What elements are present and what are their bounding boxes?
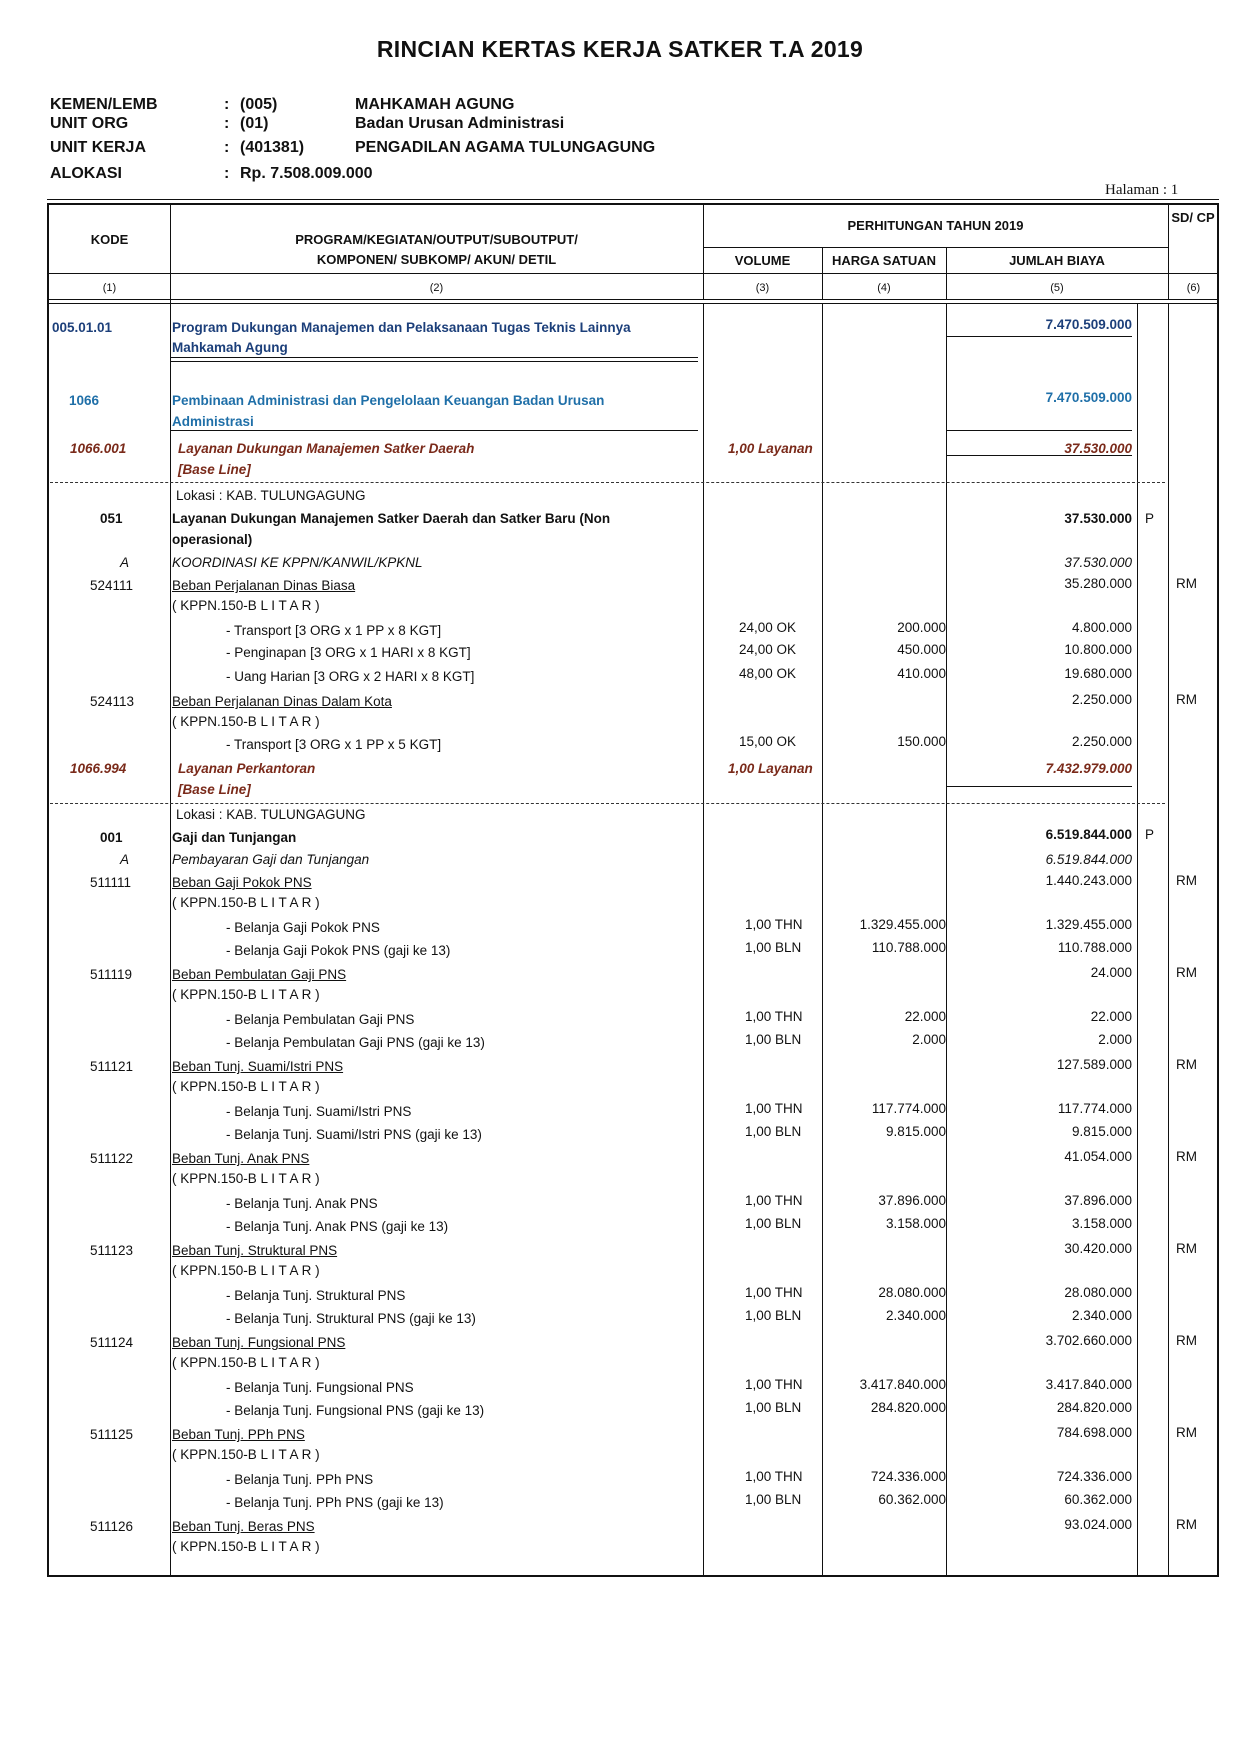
row-desc: - Uang Harian [3 ORG x 2 HARI x 8 KGT] bbox=[226, 669, 475, 684]
row-harga: 3.158.000 bbox=[885, 1216, 946, 1231]
row-jumlah: 60.362.000 bbox=[1064, 1492, 1132, 1507]
row-kode: A bbox=[120, 555, 130, 570]
kemen-value: MAHKAMAH AGUNG bbox=[355, 96, 515, 113]
row-volume: 1,00 BLN bbox=[745, 1124, 802, 1139]
row-desc: - Transport [3 ORG x 1 PP x 5 KGT] bbox=[226, 737, 442, 752]
row-kode: 511122 bbox=[90, 1151, 134, 1166]
row-desc: ( KPPN.150-B L I T A R ) bbox=[172, 1355, 320, 1370]
row-volume: 1,00 BLN bbox=[745, 1216, 802, 1231]
row-volume: 1,00 THN bbox=[745, 917, 803, 932]
row-jumlah: 1.440.243.000 bbox=[1045, 873, 1132, 888]
row-volume: 1,00 THN bbox=[745, 1469, 803, 1484]
row-harga: 117.774.000 bbox=[871, 1101, 946, 1116]
row-jumlah: 30.420.000 bbox=[1064, 1241, 1132, 1256]
budget-table bbox=[47, 203, 1219, 1577]
row-desc: ( KPPN.150-B L I T A R ) bbox=[172, 1539, 320, 1554]
row-desc: Lokasi : KAB. TULUNGAGUNG bbox=[176, 488, 366, 503]
row-desc: operasional) bbox=[172, 532, 253, 547]
row-jumlah: 28.080.000 bbox=[1064, 1285, 1132, 1300]
row-desc: Pembinaan Administrasi dan Pengelolaan Keuangan Badan Urusan bbox=[172, 393, 605, 408]
row-jumlah: 19.680.000 bbox=[1064, 666, 1132, 681]
row-desc: Beban Tunj. PPh PNS bbox=[172, 1427, 305, 1442]
col-number: (2) bbox=[429, 282, 444, 294]
col-number: (1) bbox=[102, 282, 117, 294]
row-jumlah: 4.800.000 bbox=[1071, 620, 1132, 635]
row-harga: 3.417.840.000 bbox=[859, 1377, 946, 1392]
page-number: Halaman : 1 bbox=[1105, 182, 1179, 198]
row-kode: 524111 bbox=[90, 578, 134, 593]
row-volume: 1,00 THN bbox=[745, 1009, 803, 1024]
row-jumlah: 93.024.000 bbox=[1064, 1517, 1132, 1532]
col-volume-header: VOLUME bbox=[734, 253, 791, 268]
row-harga: 2.340.000 bbox=[885, 1308, 946, 1323]
page-title: RINCIAN KERTAS KERJA SATKER T.A 2019 bbox=[376, 36, 864, 62]
row-kode: 1066.001 bbox=[70, 441, 127, 456]
kemen-label: KEMEN/LEMB bbox=[50, 96, 158, 113]
row-kode: 051 bbox=[100, 511, 123, 526]
row-volume: 15,00 OK bbox=[739, 734, 797, 749]
header-unit-org: UNIT ORG : (01) Badan Urusan Administrasi bbox=[50, 115, 565, 132]
row-jumlah: 37.530.000 bbox=[1064, 555, 1132, 570]
row-jumlah: 10.800.000 bbox=[1064, 642, 1132, 657]
row-sd: RM bbox=[1176, 1517, 1197, 1532]
row-kode: 511111 bbox=[90, 875, 132, 890]
row-desc: Layanan Dukungan Manajemen Satker Daerah dan Satker Baru (Non bbox=[172, 511, 611, 526]
alokasi-value: Rp. 7.508.009.000 bbox=[240, 165, 373, 182]
row-desc: Beban Tunj. Struktural PNS bbox=[172, 1243, 338, 1258]
col-harga-header: HARGA SATUAN bbox=[832, 253, 936, 268]
row-jumlah: 35.280.000 bbox=[1064, 576, 1132, 591]
row-harga: 1.329.455.000 bbox=[859, 917, 946, 932]
row-volume: 48,00 OK bbox=[739, 666, 797, 681]
row-desc: Lokasi : KAB. TULUNGAGUNG bbox=[176, 807, 366, 822]
row-sd: P bbox=[1145, 827, 1155, 842]
row-sd: RM bbox=[1176, 692, 1197, 707]
row-jumlah: 284.820.000 bbox=[1056, 1400, 1132, 1415]
row-harga: 9.815.000 bbox=[885, 1124, 946, 1139]
unit-org-code: (01) bbox=[240, 115, 269, 132]
row-sd: RM bbox=[1176, 576, 1197, 591]
row-jumlah: 22.000 bbox=[1090, 1009, 1132, 1024]
row-desc: KOORDINASI KE KPPN/KANWIL/KPKNL bbox=[172, 555, 423, 570]
row-volume: 1,00 BLN bbox=[745, 1032, 802, 1047]
unit-kerja-code: (401381) bbox=[240, 139, 305, 156]
row-sd: RM bbox=[1176, 1241, 1197, 1256]
col-jumlah-header: JUMLAH BIAYA bbox=[1009, 253, 1105, 268]
row-jumlah: 1.329.455.000 bbox=[1045, 917, 1132, 932]
row-volume: 1,00 THN bbox=[745, 1193, 803, 1208]
unit-org-label: UNIT ORG bbox=[50, 115, 129, 132]
row-desc: Beban Pembulatan Gaji PNS bbox=[172, 967, 347, 982]
alokasi-label: ALOKASI bbox=[50, 165, 122, 182]
unit-kerja-value: PENGADILAN AGAMA TULUNGAGUNG bbox=[355, 139, 656, 156]
row-desc: Layanan Dukungan Manajemen Satker Daerah bbox=[178, 441, 475, 456]
row-kode: 511119 bbox=[90, 967, 133, 982]
row-jumlah: 7.470.509.000 bbox=[1045, 317, 1132, 332]
row-volume: 1,00 THN bbox=[745, 1101, 803, 1116]
col-program-header-1: PROGRAM/KEGIATAN/OUTPUT/SUBOUTPUT/ bbox=[295, 232, 578, 247]
row-jumlah: 2.250.000 bbox=[1071, 734, 1132, 749]
row-harga: 450.000 bbox=[897, 642, 946, 657]
row-harga: 284.820.000 bbox=[870, 1400, 946, 1415]
row-jumlah: 7.432.979.000 bbox=[1045, 761, 1132, 776]
row-volume: 1,00 BLN bbox=[745, 1400, 802, 1415]
row-harga: 37.896.000 bbox=[878, 1193, 946, 1208]
row-desc: Beban Tunj. Anak PNS bbox=[172, 1151, 310, 1166]
row-desc: - Belanja Pembulatan Gaji PNS (gaji ke 13) bbox=[226, 1035, 485, 1050]
row-harga: 410.000 bbox=[897, 666, 946, 681]
row-desc: ( KPPN.150-B L I T A R ) bbox=[172, 1079, 320, 1094]
row-desc: ( KPPN.150-B L I T A R ) bbox=[172, 987, 320, 1002]
row-kode: 511124 bbox=[90, 1335, 134, 1350]
row-desc: Pembayaran Gaji dan Tunjangan bbox=[172, 852, 370, 867]
row-jumlah: 37.530.000 bbox=[1064, 441, 1132, 456]
row-sd: RM bbox=[1176, 965, 1197, 980]
row-desc: - Belanja Tunj. PPh PNS bbox=[226, 1472, 374, 1487]
row-harga: 150.000 bbox=[897, 734, 946, 749]
row-desc: Beban Perjalanan Dinas Dalam Kota bbox=[172, 694, 392, 709]
row-harga: 22.000 bbox=[904, 1009, 946, 1024]
row-jumlah: 9.815.000 bbox=[1071, 1124, 1132, 1139]
row-desc: [Base Line] bbox=[178, 462, 251, 477]
row-desc: Beban Gaji Pokok PNS bbox=[172, 875, 312, 890]
row-desc: - Belanja Pembulatan Gaji PNS bbox=[226, 1012, 415, 1027]
row-harga: 110.788.000 bbox=[871, 940, 946, 955]
col-perhitungan-header: PERHITUNGAN TAHUN 2019 bbox=[847, 218, 1024, 233]
row-desc: - Belanja Tunj. Anak PNS (gaji ke 13) bbox=[226, 1219, 449, 1234]
row-desc: Program Dukungan Manajemen dan Pelaksanaan Tugas Teknis Lainnya bbox=[172, 320, 631, 335]
col-number: (6) bbox=[1186, 282, 1201, 294]
row-desc: ( KPPN.150-B L I T A R ) bbox=[172, 598, 320, 613]
row-harga: 724.336.000 bbox=[870, 1469, 946, 1484]
row-kode: 511125 bbox=[90, 1427, 134, 1442]
row-volume: 24,00 OK bbox=[739, 642, 797, 657]
row-sd: RM bbox=[1176, 1425, 1197, 1440]
row-sd: P bbox=[1145, 511, 1155, 526]
col-number: (5) bbox=[1050, 282, 1064, 294]
col-number: (4) bbox=[877, 282, 891, 294]
row-volume: 24,00 OK bbox=[739, 620, 797, 635]
row-desc: [Base Line] bbox=[178, 782, 251, 797]
row-jumlah: 2.340.000 bbox=[1071, 1308, 1132, 1323]
row-kode: A bbox=[120, 852, 130, 867]
row-desc: Layanan Perkantoran bbox=[178, 761, 316, 776]
col-sdcp-header: SD/ CP bbox=[1171, 210, 1215, 225]
row-jumlah: 37.896.000 bbox=[1064, 1193, 1132, 1208]
row-sd: RM bbox=[1176, 1333, 1197, 1348]
header-unit-kerja: UNIT KERJA : (401381) PENGADILAN AGAMA TULUNGAGUNG bbox=[50, 139, 656, 156]
header-kemen: KEMEN/LEMB : (005) MAHKAMAH AGUNG bbox=[50, 96, 515, 113]
row-volume: 1,00 THN bbox=[745, 1377, 803, 1392]
row-jumlah: 6.519.844.000 bbox=[1045, 852, 1132, 867]
col-program-header-2: KOMPONEN/ SUBKOMP/ AKUN/ DETIL bbox=[316, 252, 557, 267]
row-desc: - Belanja Tunj. PPh PNS (gaji ke 13) bbox=[226, 1495, 444, 1510]
row-desc: - Belanja Gaji Pokok PNS bbox=[226, 920, 380, 935]
row-desc: - Belanja Tunj. Struktural PNS bbox=[226, 1288, 406, 1303]
row-sd: RM bbox=[1176, 1057, 1197, 1072]
row-jumlah: 6.519.844.000 bbox=[1045, 827, 1132, 842]
row-desc: ( KPPN.150-B L I T A R ) bbox=[172, 714, 320, 729]
row-volume: 1,00 Layanan bbox=[728, 761, 813, 776]
row-desc: Gaji dan Tunjangan bbox=[172, 830, 297, 845]
row-kode: 524113 bbox=[90, 694, 135, 709]
row-desc: - Belanja Tunj. Anak PNS bbox=[226, 1196, 378, 1211]
row-desc: - Belanja Tunj. Suami/Istri PNS bbox=[226, 1104, 412, 1119]
row-jumlah: 3.702.660.000 bbox=[1045, 1333, 1132, 1348]
row-jumlah: 2.250.000 bbox=[1071, 692, 1132, 707]
row-volume: 1,00 THN bbox=[745, 1285, 803, 1300]
col-kode-header: KODE bbox=[90, 232, 129, 247]
row-harga: 28.080.000 bbox=[878, 1285, 946, 1300]
header-alokasi: ALOKASI : Rp. 7.508.009.000 bbox=[50, 165, 373, 182]
row-kode: 1066.994 bbox=[70, 761, 127, 776]
row-desc: ( KPPN.150-B L I T A R ) bbox=[172, 895, 320, 910]
row-volume: 1,00 Layanan bbox=[728, 441, 813, 456]
row-sd: RM bbox=[1176, 1149, 1197, 1164]
row-volume: 1,00 BLN bbox=[745, 1308, 802, 1323]
row-desc: - Belanja Gaji Pokok PNS (gaji ke 13) bbox=[226, 943, 451, 958]
row-jumlah: 110.788.000 bbox=[1057, 940, 1132, 955]
row-desc: - Belanja Tunj. Fungsional PNS (gaji ke 13) bbox=[226, 1403, 485, 1418]
row-desc: Beban Perjalanan Dinas Biasa bbox=[172, 578, 356, 593]
row-desc: Beban Tunj. Beras PNS bbox=[172, 1519, 315, 1534]
row-desc: - Belanja Tunj. Struktural PNS (gaji ke 13) bbox=[226, 1311, 476, 1326]
row-desc: ( KPPN.150-B L I T A R ) bbox=[172, 1263, 320, 1278]
row-jumlah: 3.158.000 bbox=[1071, 1216, 1132, 1231]
row-harga: 60.362.000 bbox=[878, 1492, 946, 1507]
row-kode: 1066 bbox=[69, 393, 100, 408]
row-volume: 1,00 BLN bbox=[745, 940, 802, 955]
row-desc: - Transport [3 ORG x 1 PP x 8 KGT] bbox=[226, 623, 442, 638]
row-jumlah: 41.054.000 bbox=[1064, 1149, 1132, 1164]
row-jumlah: 117.774.000 bbox=[1057, 1101, 1132, 1116]
row-desc: ( KPPN.150-B L I T A R ) bbox=[172, 1447, 320, 1462]
row-jumlah: 3.417.840.000 bbox=[1045, 1377, 1132, 1392]
col-number: (3) bbox=[755, 282, 770, 294]
row-kode: 005.01.01 bbox=[52, 320, 113, 335]
row-harga: 2.000 bbox=[912, 1032, 946, 1047]
unit-org-value: Badan Urusan Administrasi bbox=[355, 115, 565, 132]
row-volume: 1,00 BLN bbox=[745, 1492, 802, 1507]
row-jumlah: 24.000 bbox=[1090, 965, 1132, 980]
row-desc: Beban Tunj. Suami/Istri PNS bbox=[172, 1059, 344, 1074]
row-kode: 511121 bbox=[90, 1059, 134, 1074]
unit-kerja-label: UNIT KERJA bbox=[50, 139, 147, 156]
row-kode: 511126 bbox=[90, 1519, 134, 1534]
row-jumlah: 37.530.000 bbox=[1064, 511, 1132, 526]
row-jumlah: 127.589.000 bbox=[1056, 1057, 1132, 1072]
row-desc: Beban Tunj. Fungsional PNS bbox=[172, 1335, 346, 1350]
row-jumlah: 2.000 bbox=[1098, 1032, 1132, 1047]
row-desc: - Belanja Tunj. Fungsional PNS bbox=[226, 1380, 414, 1395]
row-jumlah: 724.336.000 bbox=[1056, 1469, 1132, 1484]
row-desc: Administrasi bbox=[172, 414, 254, 429]
row-kode: 001 bbox=[100, 830, 123, 845]
row-desc: Mahkamah Agung bbox=[172, 340, 288, 355]
kemen-code: (005) bbox=[240, 96, 278, 113]
row-desc: ( KPPN.150-B L I T A R ) bbox=[172, 1171, 320, 1186]
row-desc: - Belanja Tunj. Suami/Istri PNS (gaji ke 13) bbox=[226, 1127, 482, 1142]
row-sd: RM bbox=[1176, 873, 1197, 888]
row-kode: 511123 bbox=[90, 1243, 134, 1258]
row-harga: 200.000 bbox=[897, 620, 946, 635]
row-desc: - Penginapan [3 ORG x 1 HARI x 8 KGT] bbox=[226, 645, 471, 660]
row-jumlah: 784.698.000 bbox=[1056, 1425, 1132, 1440]
row-jumlah: 7.470.509.000 bbox=[1045, 390, 1132, 405]
